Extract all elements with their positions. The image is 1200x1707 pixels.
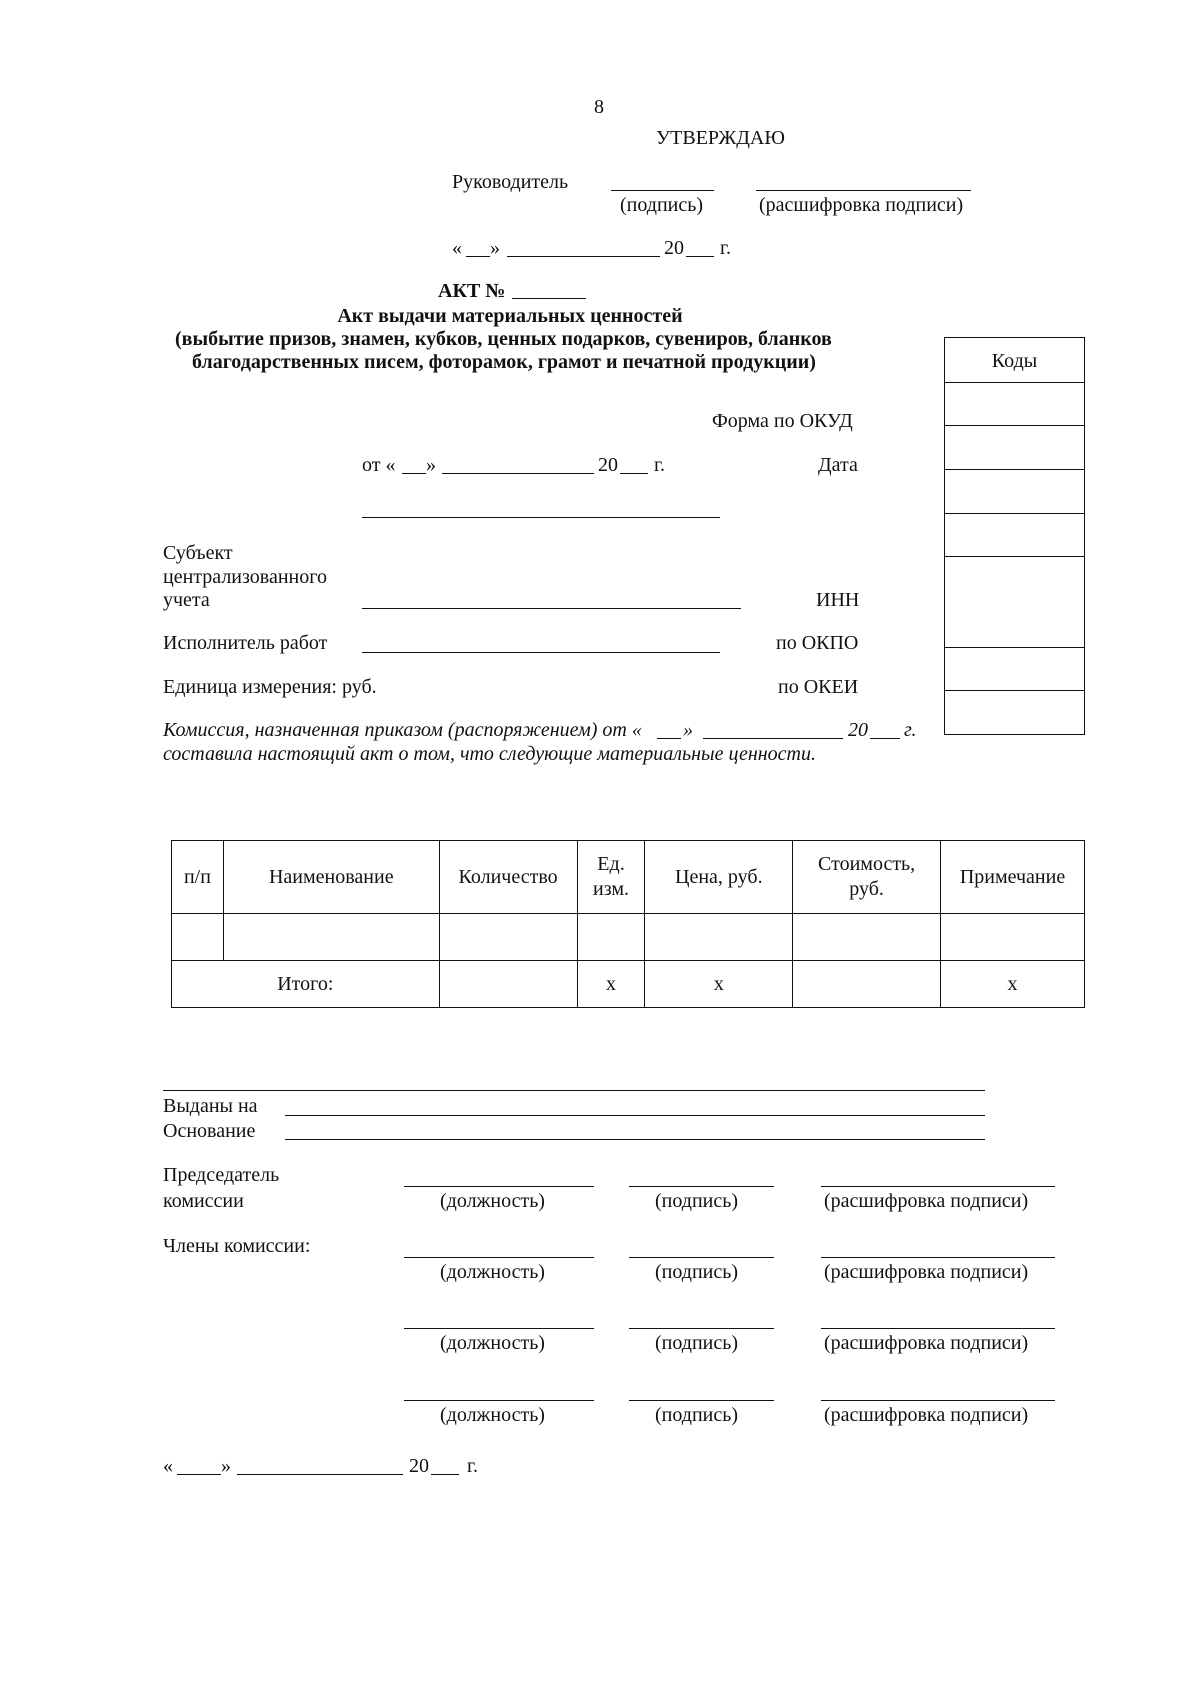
code-cell-okpo[interactable] (945, 647, 1084, 690)
table-header-row (172, 841, 1085, 914)
unit-label: Единица измерения: руб. (163, 676, 377, 698)
member1-decode-caption: (расшифровка подписи) (824, 1261, 1029, 1283)
chairman-position-line[interactable] (404, 1186, 594, 1187)
final-date-suffix: г. (467, 1455, 478, 1477)
executor-label: Исполнитель работ (163, 632, 328, 654)
member2-position-caption: (должность) (440, 1332, 545, 1354)
okud-label: Форма по ОКУД (712, 410, 853, 432)
head-signature-line[interactable] (611, 190, 714, 191)
from-prefix: от « (362, 454, 396, 476)
header-num: п/п (172, 841, 224, 914)
okei-label: по ОКЕИ (778, 676, 859, 698)
code-cell-blank[interactable] (945, 382, 1084, 425)
member1-decode-line[interactable] (821, 1257, 1055, 1258)
members-label: Члены комиссии: (163, 1235, 311, 1257)
commission-line1-close: » (683, 719, 693, 741)
executor-input-line[interactable] (362, 652, 720, 653)
member2-decode-caption: (расшифровка подписи) (824, 1332, 1029, 1354)
inn-label: ИНН (816, 589, 860, 611)
member3-decode-line[interactable] (821, 1400, 1055, 1401)
final-day-line[interactable] (177, 1474, 221, 1475)
cell-name[interactable] (223, 914, 439, 961)
total-qty[interactable] (439, 961, 577, 1008)
act-subtitle-line2: благодарственных писем, фоторамок, грамот и печатной продукции) (192, 351, 816, 373)
approve-title: УТВЕРЖДАЮ (656, 127, 785, 149)
organization-line[interactable] (362, 517, 720, 518)
codes-box (944, 337, 1085, 735)
from-year: 20 (598, 454, 618, 476)
final-year-line[interactable] (431, 1474, 459, 1475)
code-cell-blank-2[interactable] (945, 513, 1084, 556)
from-suffix: г. (654, 454, 665, 476)
head-label: Руководитель (452, 171, 569, 193)
member2-signature-caption: (подпись) (655, 1332, 739, 1354)
from-close: » (426, 454, 436, 476)
chairman-decode-line[interactable] (821, 1186, 1055, 1187)
cell-cost[interactable] (793, 914, 941, 961)
member3-signature-line[interactable] (629, 1400, 774, 1401)
header-note: Примечание (941, 841, 1085, 914)
materials-table (171, 840, 1085, 1008)
final-date-year: 20 (409, 1455, 429, 1477)
head-signature-caption: (подпись) (620, 194, 704, 216)
commission-line2: составила настоящий акт о том, что следующие материальные ценности. (163, 743, 816, 765)
cell-qty[interactable] (439, 914, 577, 961)
code-cell-date[interactable] (945, 469, 1084, 513)
commission-line1-suffix: г. (904, 719, 917, 741)
member3-position-line[interactable] (404, 1400, 594, 1401)
subject-line3: учета (163, 589, 210, 611)
basis-input-line[interactable] (285, 1139, 985, 1140)
member2-decode-line[interactable] (821, 1328, 1055, 1329)
member1-position-line[interactable] (404, 1257, 594, 1258)
commission-day-line[interactable] (657, 738, 681, 739)
approve-month-line[interactable] (507, 256, 660, 257)
final-month-line[interactable] (237, 1474, 403, 1475)
commission-month-line[interactable] (703, 738, 843, 739)
date-code-label: Дата (818, 454, 858, 476)
chairman-line2: комиссии (163, 1190, 244, 1212)
subject-input-line[interactable] (362, 608, 741, 609)
act-number-line[interactable] (512, 298, 586, 299)
approve-day-line[interactable] (466, 256, 490, 257)
member1-signature-caption: (подпись) (655, 1261, 739, 1283)
header-unit: Ед. изм. (577, 841, 645, 914)
code-cell-okud[interactable] (945, 425, 1084, 469)
approve-date-year: 20 (664, 237, 684, 259)
issued-top-line[interactable] (163, 1090, 985, 1091)
final-date-close: » (221, 1455, 231, 1477)
cell-unit[interactable] (577, 914, 645, 961)
member2-signature-line[interactable] (629, 1328, 774, 1329)
issued-label: Выданы на (163, 1095, 258, 1117)
basis-label: Основание (163, 1120, 256, 1142)
final-date-open: « (163, 1455, 173, 1477)
chairman-signature-caption: (подпись) (655, 1190, 739, 1212)
table-total-row (172, 961, 1085, 1008)
chairman-decode-caption: (расшифровка подписи) (824, 1190, 1029, 1212)
member2-position-line[interactable] (404, 1328, 594, 1329)
header-cost: Стоимость, руб. (793, 841, 941, 914)
act-number-label: АКТ № (438, 280, 506, 302)
member1-position-caption: (должность) (440, 1261, 545, 1283)
head-decode-caption: (расшифровка подписи) (759, 194, 964, 216)
commission-year-line[interactable] (870, 738, 900, 739)
from-day-line[interactable] (402, 473, 426, 474)
subject-line2: централизованного (163, 566, 327, 588)
page-number: 8 (594, 96, 604, 118)
commission-line1-text: Комиссия, назначенная приказом (распоряжением) от « (163, 719, 642, 741)
approve-date-close: » (490, 237, 500, 259)
commission-line1-year: 20 (848, 719, 868, 741)
chairman-position-caption: (должность) (440, 1190, 545, 1212)
code-cell-okei[interactable] (945, 690, 1084, 734)
member3-signature-caption: (подпись) (655, 1404, 739, 1426)
code-cell-inn[interactable] (945, 556, 1084, 647)
approve-date-suffix: г. (720, 237, 731, 259)
cell-note[interactable] (941, 914, 1085, 961)
member3-position-caption: (должность) (440, 1404, 545, 1426)
header-price: Цена, руб. (645, 841, 793, 914)
act-subtitle-line1: (выбытие призов, знамен, кубков, ценных подарков, сувениров, бланков (175, 328, 832, 350)
total-cost[interactable] (793, 961, 941, 1008)
header-qty: Количество (439, 841, 577, 914)
cell-price[interactable] (645, 914, 793, 961)
subject-line1: Субъект (163, 542, 233, 564)
from-month-line[interactable] (442, 473, 594, 474)
total-price: х (645, 961, 793, 1008)
total-note: х (941, 961, 1085, 1008)
table-row (172, 914, 1085, 961)
total-unit: х (577, 961, 645, 1008)
okpo-label: по ОКПО (776, 632, 859, 654)
from-year-line[interactable] (620, 473, 648, 474)
approve-date-open: « (452, 237, 462, 259)
issued-input-line[interactable] (285, 1115, 985, 1116)
head-decode-line[interactable] (756, 190, 971, 191)
total-label: Итого: (172, 961, 440, 1008)
header-name: Наименование (223, 841, 439, 914)
cell-num[interactable] (172, 914, 224, 961)
chairman-signature-line[interactable] (629, 1186, 774, 1187)
chairman-line1: Председатель (163, 1164, 280, 1186)
codes-header: Коды (991, 350, 1038, 372)
approve-year-line[interactable] (686, 256, 714, 257)
member1-signature-line[interactable] (629, 1257, 774, 1258)
member3-decode-caption: (расшифровка подписи) (824, 1404, 1029, 1426)
